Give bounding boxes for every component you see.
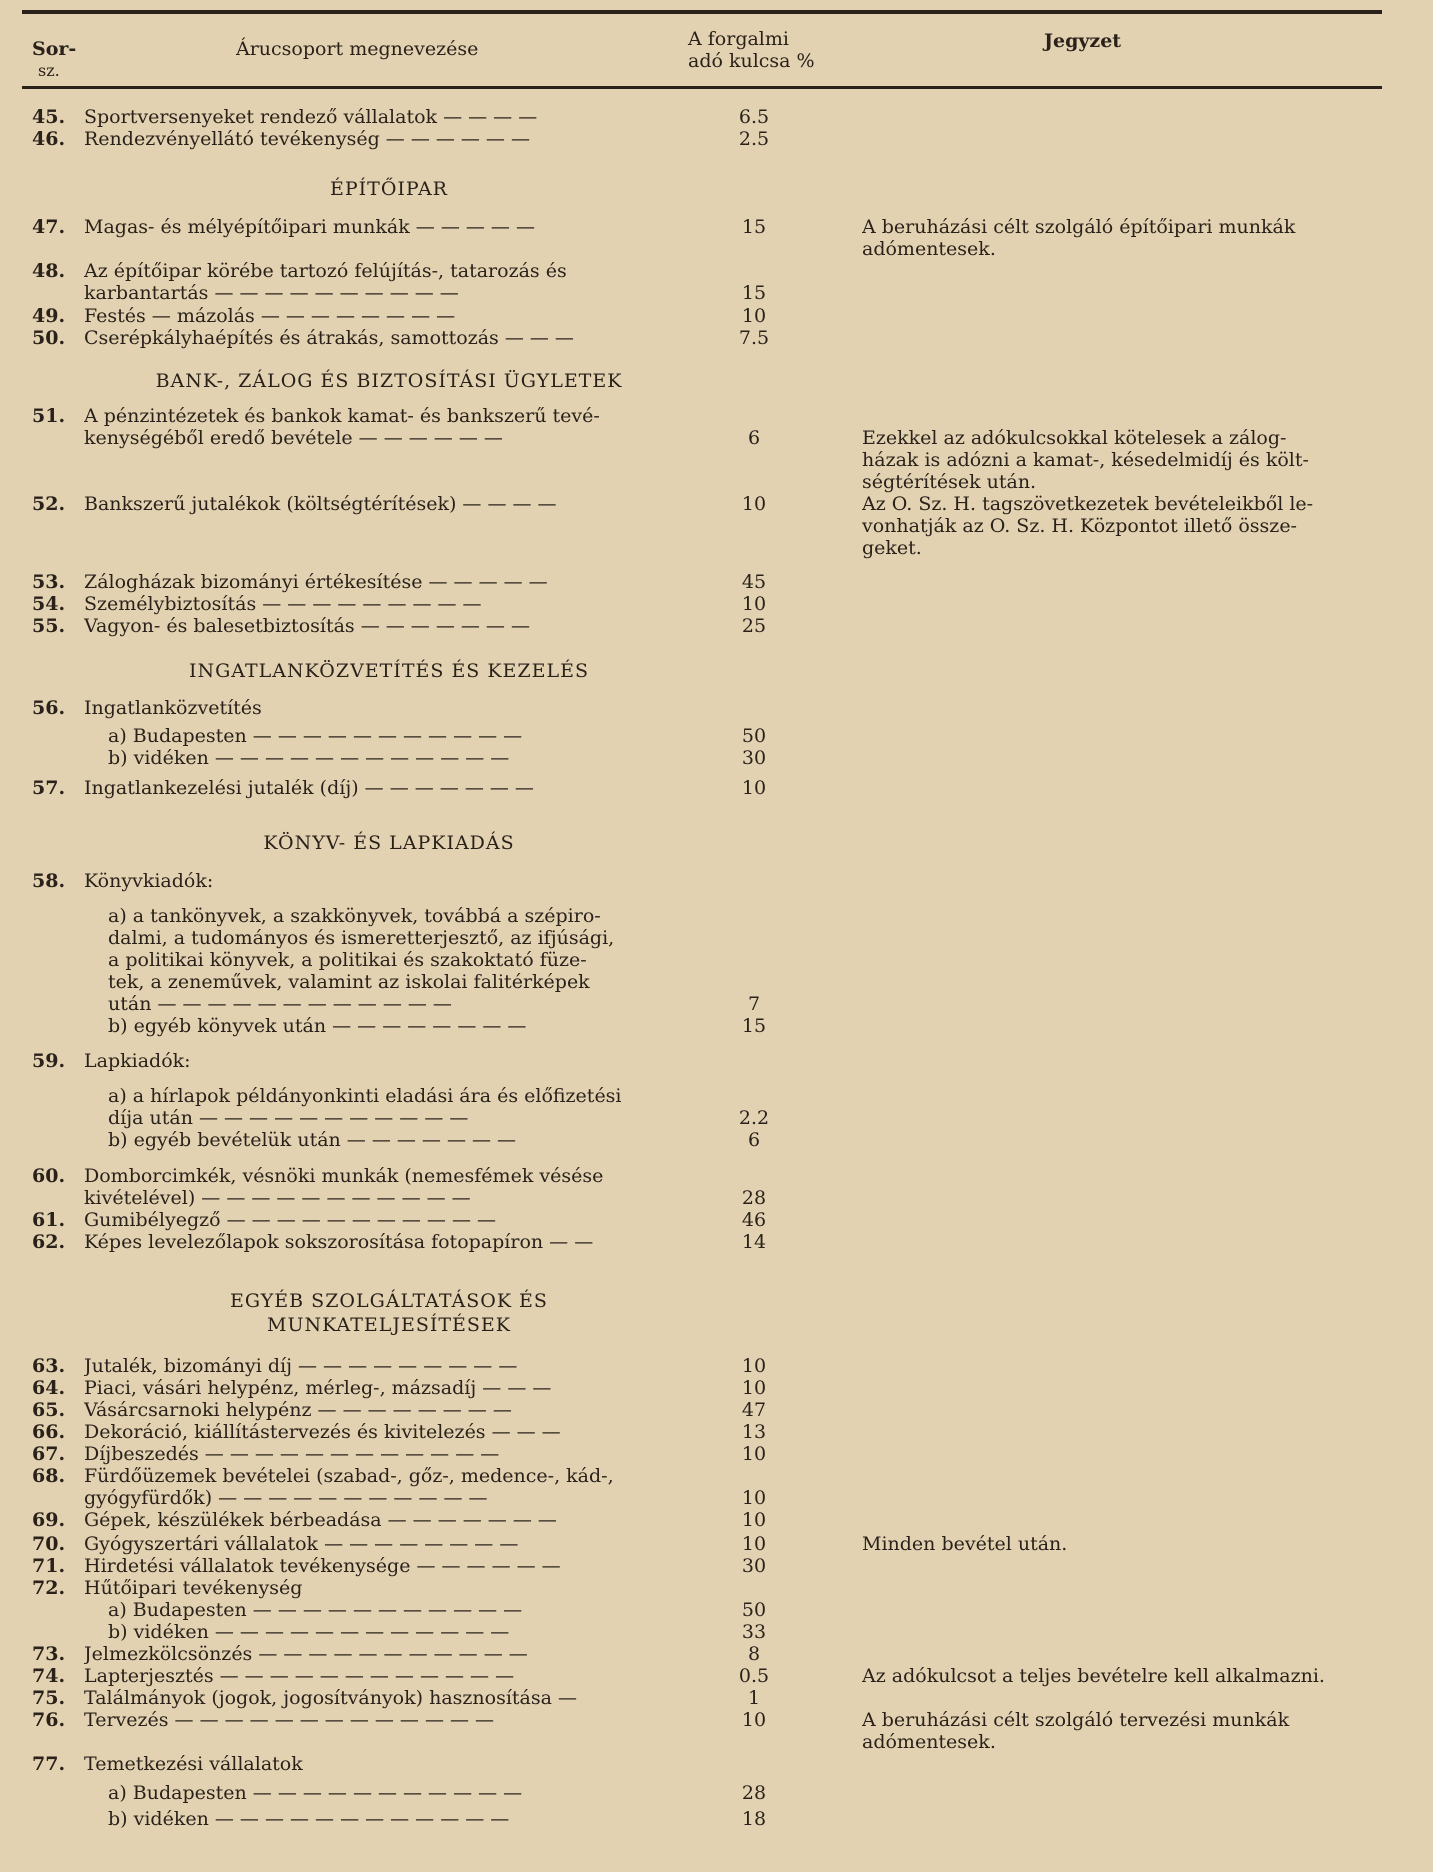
tax-rate: 15 xyxy=(741,216,767,238)
section-heading: EGYÉB SZOLGÁLTATÁSOK ÉS xyxy=(230,1290,548,1312)
tax-rate: 15 xyxy=(741,1015,767,1037)
row-number: 57. xyxy=(32,777,66,799)
table-row xyxy=(0,1399,1433,1421)
section-heading: MUNKATELJESÍTÉSEK xyxy=(267,1314,511,1336)
tax-rate: 15 xyxy=(741,282,767,304)
header-sorsz-2: sz. xyxy=(38,61,60,80)
tax-rate: 45 xyxy=(741,571,767,593)
table-row xyxy=(0,1187,1433,1209)
section-heading-row xyxy=(0,660,1433,682)
table-row xyxy=(0,128,1433,150)
table-row xyxy=(0,1443,1433,1465)
row-number: 64. xyxy=(32,1377,66,1399)
row-number: 55. xyxy=(32,615,66,637)
tax-rate: 47 xyxy=(741,1399,767,1421)
item-name: Jutalék, bizományi díj — — — — — — — — — xyxy=(84,1355,518,1377)
item-name: Magas- és mélyépítőipari munkák — — — — — xyxy=(84,216,535,238)
row-number: 53. xyxy=(32,571,66,593)
item-name: Ingatlankezelési jutalék (díj) — — — — — — — xyxy=(84,777,534,799)
item-name: kenységéből eredő bevétele — — — — — — xyxy=(84,427,503,449)
table-row xyxy=(0,1355,1433,1377)
item-name: Cserépkályhaépítés és átrakás, samottozás — — — xyxy=(84,327,574,349)
item-name: Fürdőüzemek bevételei (szabad-, gőz-, medence-, kád-, xyxy=(84,1465,614,1487)
tax-rate: 10 xyxy=(741,1487,767,1509)
row-number: 56. xyxy=(32,697,66,719)
table-row xyxy=(0,1465,1433,1487)
item-subentry: b) vidéken — — — — — — — — — — — — xyxy=(108,1621,510,1643)
tax-rate: 33 xyxy=(741,1621,767,1643)
row-number: 75. xyxy=(32,1687,66,1709)
item-name: Jelmezkölcsönzés — — — — — — — — — — — xyxy=(84,1643,528,1665)
table-row xyxy=(0,697,1433,719)
row-note: geket. xyxy=(862,537,922,559)
tax-rate: 2.2 xyxy=(738,1107,770,1129)
row-number: 47. xyxy=(32,216,66,238)
table-row xyxy=(0,1533,1433,1555)
tax-rate: 18 xyxy=(741,1808,767,1830)
tax-rate: 10 xyxy=(741,1509,767,1531)
item-name: Dekoráció, kiállítástervezés és kivitelezés — — — xyxy=(84,1421,561,1443)
section-heading: KÖNYV- ÉS LAPKIADÁS xyxy=(263,832,515,854)
table-row xyxy=(0,1731,1433,1753)
row-number: 73. xyxy=(32,1643,66,1665)
table-row xyxy=(0,949,1433,971)
table-row xyxy=(0,747,1433,769)
table-row xyxy=(0,427,1433,449)
row-note: A beruházási célt szolgáló tervezési munkák xyxy=(862,1709,1290,1731)
table-row xyxy=(0,615,1433,637)
item-name: gyógyfürdők) — — — — — — — — — — — xyxy=(84,1487,488,1509)
table-row xyxy=(0,571,1433,593)
table-row xyxy=(0,1231,1433,1253)
table-row xyxy=(0,1782,1433,1804)
header-note: Jegyzet xyxy=(1044,30,1122,52)
row-number: 71. xyxy=(32,1555,66,1577)
table-row xyxy=(0,471,1433,493)
table-row xyxy=(0,106,1433,128)
item-name: Könyvkiadók: xyxy=(84,870,214,892)
item-subentry: díja után — — — — — — — — — — — xyxy=(108,1107,469,1129)
item-name: kivételével) — — — — — — — — — — — xyxy=(84,1187,471,1209)
item-subentry: tek, a zeneművek, valamint az iskolai falitérképek xyxy=(108,971,590,993)
item-name: Sportversenyeket rendező vállalatok — — — — xyxy=(84,106,538,128)
tax-rate: 50 xyxy=(741,1599,767,1621)
item-name: Személybiztosítás — — — — — — — — — xyxy=(84,593,482,615)
row-number: 62. xyxy=(32,1231,66,1253)
row-note: Az adókulcsot a teljes bevételre kell alkalmazni. xyxy=(862,1665,1325,1687)
table-row xyxy=(0,216,1433,238)
item-subentry: b) vidéken — — — — — — — — — — — — xyxy=(108,747,510,769)
item-name: Gépek, készülékek bérbeadása — — — — — — — xyxy=(84,1509,557,1531)
item-subentry: a) Budapesten — — — — — — — — — — — xyxy=(108,725,523,747)
table-row xyxy=(0,1487,1433,1509)
tax-rate: 10 xyxy=(741,305,767,327)
row-number: 54. xyxy=(32,593,66,615)
tax-rate: 6 xyxy=(747,427,761,449)
item-name: Rendezvényellátó tevékenység — — — — — — xyxy=(84,128,530,150)
row-number: 60. xyxy=(32,1165,66,1187)
table-row xyxy=(0,1377,1433,1399)
table-row xyxy=(0,493,1433,515)
table-row xyxy=(0,1709,1433,1731)
header-rate-1: A forgalmi xyxy=(688,28,789,50)
top-rule xyxy=(22,10,1382,14)
item-subentry: után — — — — — — — — — — — — xyxy=(108,993,452,1015)
item-subentry: b) vidéken — — — — — — — — — — — — xyxy=(108,1808,510,1830)
item-name: Gyógyszertári vállalatok — — — — — — — — xyxy=(84,1533,519,1555)
row-note: adómentesek. xyxy=(862,238,996,260)
table-row xyxy=(0,1421,1433,1443)
tax-rate: 10 xyxy=(741,593,767,615)
table-row xyxy=(0,971,1433,993)
tax-rate: 6.5 xyxy=(738,106,770,128)
row-note: adómentesek. xyxy=(862,1731,996,1753)
section-heading-row xyxy=(0,832,1433,854)
table-row xyxy=(0,1555,1433,1577)
row-number: 46. xyxy=(32,128,66,150)
item-subentry: dalmi, a tudományos és ismeretterjesztő, az ifjúsági, xyxy=(108,927,615,949)
item-name: karbantartás — — — — — — — — — — xyxy=(84,282,459,304)
tax-rate: 7.5 xyxy=(738,327,770,349)
row-number: 76. xyxy=(32,1709,66,1731)
row-note: vonhatják az O. Sz. H. Központot illető össze- xyxy=(862,515,1297,537)
table-row xyxy=(0,449,1433,471)
row-number: 50. xyxy=(32,327,66,349)
item-name: Képes levelezőlapok sokszorosítása fotopapíron — — xyxy=(84,1231,594,1253)
row-note: Az O. Sz. H. tagszövetkezetek bevételeikből le- xyxy=(862,493,1314,515)
item-name: Hirdetési vállalatok tevékenysége — — — — — — xyxy=(84,1555,561,1577)
row-number: 63. xyxy=(32,1355,66,1377)
row-number: 68. xyxy=(32,1465,66,1487)
table-row xyxy=(0,1015,1433,1037)
row-number: 65. xyxy=(32,1399,66,1421)
section-heading: ÉPÍTŐIPAR xyxy=(330,178,448,200)
tax-rate: 10 xyxy=(741,1533,767,1555)
item-name: Festés — mázolás — — — — — — — — xyxy=(84,305,456,327)
tax-rate: 2.5 xyxy=(738,128,770,150)
row-number: 59. xyxy=(32,1050,66,1072)
table-row xyxy=(0,515,1433,537)
table-row xyxy=(0,282,1433,304)
tax-rate: 10 xyxy=(741,1355,767,1377)
tax-rate: 50 xyxy=(741,725,767,747)
row-note: A beruházási célt szolgáló építőipari munkák xyxy=(862,216,1296,238)
item-name: Vásárcsarnoki helypénz — — — — — — — — xyxy=(84,1399,512,1421)
row-note: ségtérítések után. xyxy=(862,471,1037,493)
item-subentry: a politikai könyvek, a politikai és szakoktató füze- xyxy=(108,949,587,971)
table-row xyxy=(0,993,1433,1015)
item-name: Vagyon- és balesetbiztosítás — — — — — — — xyxy=(84,615,530,637)
row-note: Minden bevétel után. xyxy=(862,1533,1068,1555)
tax-rate: 30 xyxy=(741,1555,767,1577)
tax-rate: 8 xyxy=(747,1643,761,1665)
row-number: 45. xyxy=(32,106,66,128)
row-number: 58. xyxy=(32,870,66,892)
header-rule xyxy=(22,86,1382,89)
tax-rate: 14 xyxy=(741,1231,767,1253)
tax-rate: 28 xyxy=(741,1782,767,1804)
section-heading-row xyxy=(0,178,1433,200)
table-row xyxy=(0,1050,1433,1072)
item-subentry: b) egyéb könyvek után — — — — — — — — xyxy=(108,1015,527,1037)
table-row xyxy=(0,870,1433,892)
header-item-name: Árucsoport megnevezése xyxy=(236,38,479,60)
section-heading-row xyxy=(0,1314,1433,1336)
table-row xyxy=(0,905,1433,927)
table-row xyxy=(0,725,1433,747)
table-row xyxy=(0,405,1433,427)
row-number: 69. xyxy=(32,1509,66,1531)
row-note: Ezekkel az adókulcsokkal kötelesek a zálog- xyxy=(862,427,1287,449)
table-row xyxy=(0,1209,1433,1231)
table-row xyxy=(0,927,1433,949)
section-heading-row xyxy=(0,370,1433,392)
item-subentry: a) a tankönyvek, a szakkönyvek, továbbá a szépiro- xyxy=(108,905,601,927)
row-number: 70. xyxy=(32,1533,66,1555)
table-row xyxy=(0,1509,1433,1531)
row-number: 67. xyxy=(32,1443,66,1465)
table-row xyxy=(0,1621,1433,1643)
tax-rate: 46 xyxy=(741,1209,767,1231)
header-rate-2: adó kulcsa % xyxy=(688,50,815,72)
tax-rate: 28 xyxy=(741,1187,767,1209)
row-note: házak is adózni a kamat-, késedelmidíj és költ- xyxy=(862,449,1309,471)
section-heading-row xyxy=(0,1290,1433,1312)
item-name: Gumibélyegző — — — — — — — — — — — xyxy=(84,1209,497,1231)
table-row xyxy=(0,1129,1433,1151)
table-row xyxy=(0,1599,1433,1621)
row-number: 66. xyxy=(32,1421,66,1443)
tax-rate: 10 xyxy=(741,493,767,515)
header-sorsz-1: Sor- xyxy=(32,38,77,60)
item-name: Piaci, vásári helypénz, mérleg-, mázsadíj — — — xyxy=(84,1377,552,1399)
table-row xyxy=(0,238,1433,260)
tax-rate: 10 xyxy=(741,1443,767,1465)
table-row xyxy=(0,305,1433,327)
table-row xyxy=(0,593,1433,615)
row-number: 61. xyxy=(32,1209,66,1231)
table-row xyxy=(0,537,1433,559)
table-row xyxy=(0,1085,1433,1107)
tax-rate: 6 xyxy=(747,1129,761,1151)
item-name: Lapterjesztés — — — — — — — — — — — — xyxy=(84,1665,515,1687)
item-name: Domborcimkék, vésnöki munkák (nemesfémek vésése xyxy=(84,1165,604,1187)
row-number: 72. xyxy=(32,1577,66,1599)
table-row xyxy=(0,1107,1433,1129)
row-number: 52. xyxy=(32,493,66,515)
tax-rate: 7 xyxy=(747,993,761,1015)
row-number: 51. xyxy=(32,405,66,427)
tax-rate: 10 xyxy=(741,777,767,799)
item-subentry: a) Budapesten — — — — — — — — — — — xyxy=(108,1782,523,1804)
tax-rate: 30 xyxy=(741,747,767,769)
item-name: Ingatlanközvetítés xyxy=(84,697,262,719)
table-row xyxy=(0,1808,1433,1830)
tax-rate: 13 xyxy=(741,1421,767,1443)
item-name: Bankszerű jutalékok (költségtérítések) — — — — xyxy=(84,493,557,515)
item-subentry: a) Budapesten — — — — — — — — — — — xyxy=(108,1599,523,1621)
row-number: 49. xyxy=(32,305,66,327)
item-name: Hűtőipari tevékenység xyxy=(84,1577,303,1599)
row-number: 77. xyxy=(32,1753,66,1775)
section-heading: BANK-, ZÁLOG ÉS BIZTOSÍTÁSI ÜGYLETEK xyxy=(155,370,623,392)
item-name: Zálogházak bizományi értékesítése — — — — — xyxy=(84,571,548,593)
item-subentry: b) egyéb bevételük után — — — — — — — xyxy=(108,1129,517,1151)
row-number: 74. xyxy=(32,1665,66,1687)
row-number: 48. xyxy=(32,260,66,282)
tax-rate: 25 xyxy=(741,615,767,637)
table-row xyxy=(0,1643,1433,1665)
item-name: Tervezés — — — — — — — — — — — — — xyxy=(84,1709,495,1731)
item-name: A pénzintézetek és bankok kamat- és bankszerű tevé- xyxy=(84,405,600,427)
table-row xyxy=(0,260,1433,282)
item-name: Díjbeszedés — — — — — — — — — — — — xyxy=(84,1443,500,1465)
item-name: Az építőipar körébe tartozó felújítás-, tatarozás és xyxy=(84,260,567,282)
item-name: Temetkezési vállalatok xyxy=(84,1753,303,1775)
table-row xyxy=(0,1687,1433,1709)
tax-rate: 10 xyxy=(741,1377,767,1399)
table-row xyxy=(0,1577,1433,1599)
table-row xyxy=(0,1665,1433,1687)
tax-rate: 10 xyxy=(741,1709,767,1731)
section-heading: INGATLANKÖZVETÍTÉS ÉS KEZELÉS xyxy=(188,660,590,682)
table-row xyxy=(0,1753,1433,1775)
table-row xyxy=(0,327,1433,349)
table-row xyxy=(0,777,1433,799)
item-name: Lapkiadók: xyxy=(84,1050,191,1072)
table-row xyxy=(0,1165,1433,1187)
item-name: Találmányok (jogok, jogosítványok) hasznosítása — xyxy=(84,1687,577,1709)
item-subentry: a) a hírlapok példányonkinti eladási ára és előfizetési xyxy=(108,1085,622,1107)
tax-rate: 0.5 xyxy=(738,1665,770,1687)
tax-rate: 1 xyxy=(747,1687,761,1709)
